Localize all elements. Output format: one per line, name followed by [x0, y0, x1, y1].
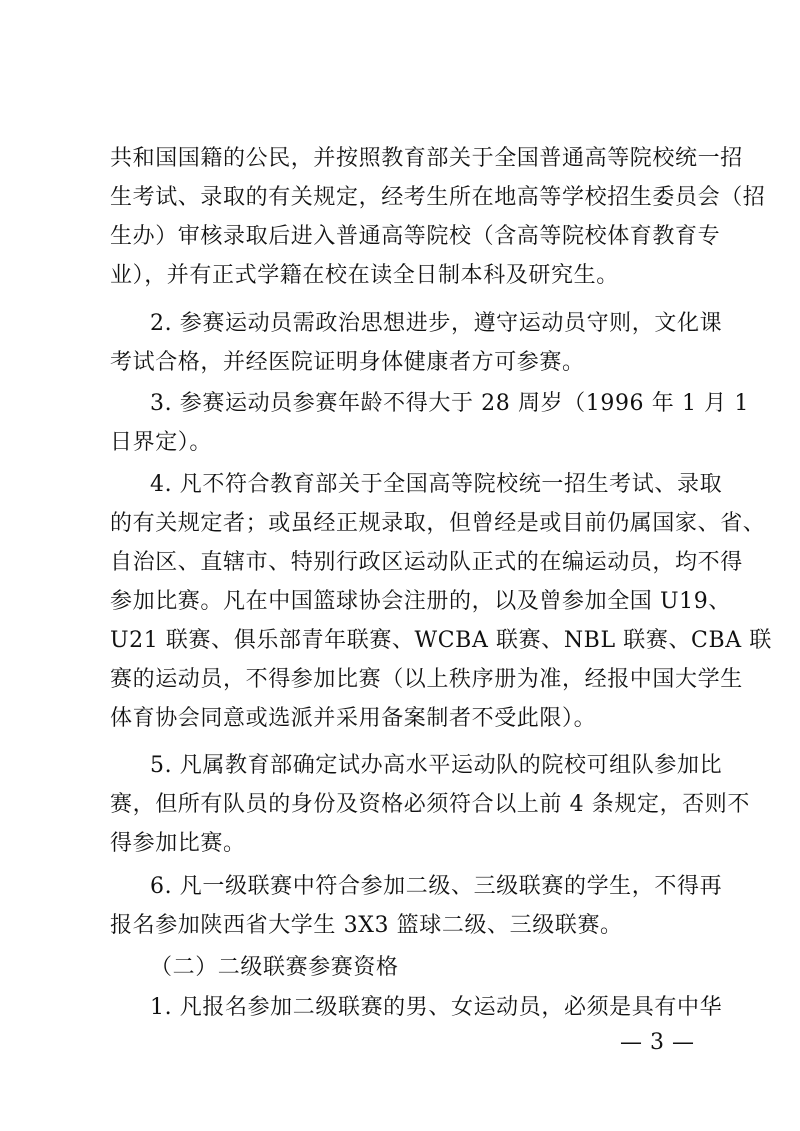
item-5-line-3: 得参加比赛。	[110, 831, 246, 856]
item-5-line-2: 赛，但所有队员的身份及资格必须符合以上前 4 条规定，否则不	[110, 792, 750, 817]
item-5-line-1: 5. 凡属教育部确定试办高水平运动队的院校可组队参加比	[150, 753, 723, 778]
section-item-1-line-1: 1. 凡报名参加二级联赛的男、女运动员，必须是具有中华	[150, 995, 723, 1020]
item-6-line-2: 报名参加陕西省大学生 3X3 篮球二级、三级联赛。	[110, 913, 623, 938]
section-heading: （二）二级联赛参赛资格	[150, 955, 399, 980]
page-number: — 3 —	[620, 1030, 695, 1055]
paragraph-1-line-3: 生办）审核录取后进入普通高等院校（含高等院校体育教育专	[110, 224, 721, 249]
item-4-line-6: 赛的运动员，不得参加比赛（以上秩序册为准，经报中国大学生	[110, 667, 743, 692]
item-2-line-1: 2. 参赛运动员需政治思想进步，遵守运动员守则，文化课	[150, 311, 723, 336]
item-3-line-1: 3. 参赛运动员参赛年龄不得大于 28 周岁（1996 年 1 月 1	[150, 391, 749, 416]
item-3-line-2: 日界定）。	[110, 430, 213, 455]
item-4-line-4: 参加比赛。凡在中国篮球协会注册的，以及曾参加全国 U19、	[110, 589, 731, 614]
item-4-line-7: 体育协会同意或选派并采用备案制者不受此限）。	[110, 706, 597, 731]
item-4-line-1: 4. 凡不符合教育部关于全国高等院校统一招生考试、录取	[150, 472, 723, 497]
paragraph-1-line-2: 生考试、录取的有关规定，经考生所在地高等学校招生委员会（招	[110, 185, 766, 210]
item-6-line-1: 6. 凡一级联赛中符合参加二级、三级联赛的学生，不得再	[150, 874, 723, 899]
item-4-line-2: 的有关规定者；或虽经正规录取，但曾经是或目前仍属国家、省、	[110, 511, 766, 536]
item-4-line-5: U21 联赛、俱乐部青年联赛、WCBA 联赛、NBL 联赛、CBA 联	[110, 628, 772, 653]
item-2-line-2: 考试合格，并经医院证明身体健康者方可参赛。	[110, 350, 585, 375]
item-4-line-3: 自治区、直辖市、特别行政区运动队正式的在编运动员，均不得	[110, 550, 743, 575]
paragraph-1-line-4: 业），并有正式学籍在校在读全日制本科及研究生。	[110, 263, 619, 288]
paragraph-1-line-1: 共和国国籍的公民，并按照教育部关于全国普通高等院校统一招	[110, 146, 743, 171]
